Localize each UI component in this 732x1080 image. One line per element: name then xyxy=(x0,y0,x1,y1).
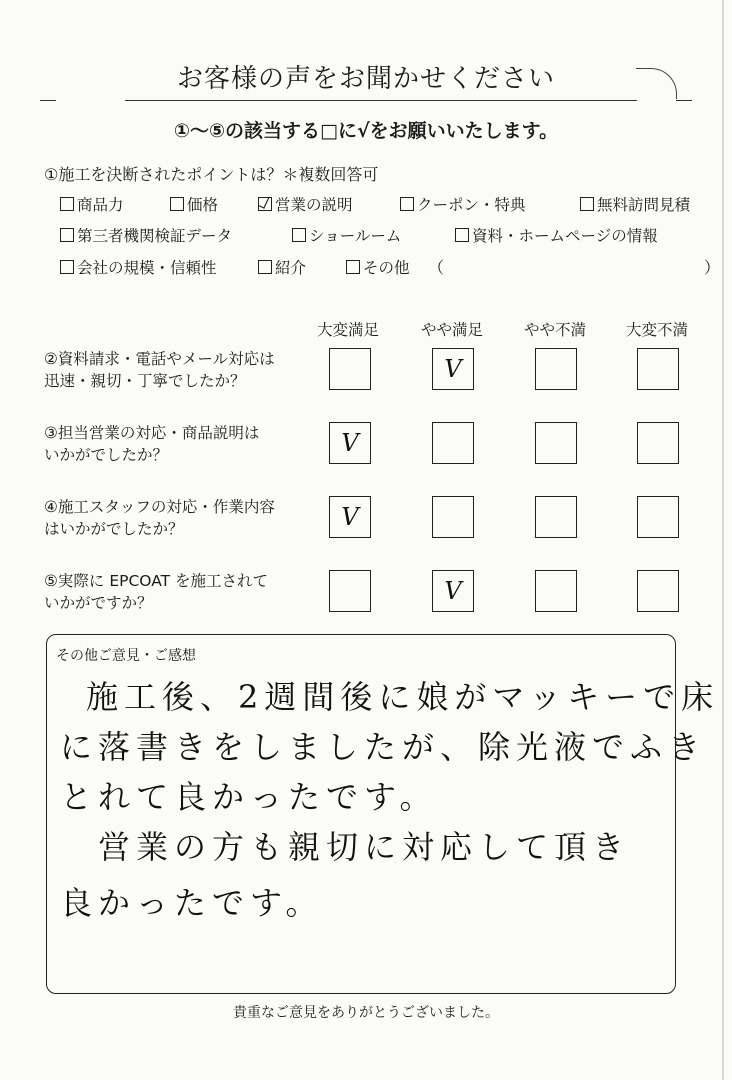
rating-checkbox[interactable] xyxy=(637,496,679,538)
checkbox[interactable] xyxy=(60,260,74,274)
check-mark: V xyxy=(341,503,359,531)
rating-checkbox[interactable] xyxy=(432,496,474,538)
rating-checkbox[interactable] xyxy=(329,496,371,538)
option-materials-website[interactable]: 資料・ホームページの情報 xyxy=(455,224,658,246)
instruction-text: ①〜⑤の該当する□に√をお願いいたします。 xyxy=(173,120,559,142)
rating-checkbox[interactable] xyxy=(535,348,577,390)
checkbox[interactable] xyxy=(455,228,469,242)
question-5-text: ⑤実際に EPCOAT を施工されて いかがですか？ xyxy=(44,572,269,612)
rating-checkbox[interactable] xyxy=(637,422,679,464)
comment-line-5: 良かったです。 xyxy=(60,884,324,922)
option-coupon[interactable]: クーポン・特典 xyxy=(400,193,526,215)
comment-line-2: に落書きをしましたが、除光液でふき xyxy=(60,728,707,766)
option-third-party-data[interactable]: 第三者機関検証データ xyxy=(60,224,232,246)
title-right-dash xyxy=(676,100,692,101)
title-left-dash xyxy=(40,100,56,101)
rating-checkbox[interactable] xyxy=(329,422,371,464)
header-very-satisfied: 大変満足 xyxy=(316,321,379,339)
question-4-text: ④施工スタッフの対応・作業内容 はいかがでしたか？ xyxy=(44,498,275,538)
option-company-scale[interactable]: 会社の規模・信頼性 xyxy=(60,256,217,278)
checkbox[interactable] xyxy=(400,197,414,211)
rating-checkbox[interactable] xyxy=(535,496,577,538)
option-free-estimate[interactable]: 無料訪問見積 xyxy=(580,193,690,215)
check-mark: V xyxy=(444,577,462,605)
option-product[interactable]: 商品力 xyxy=(60,193,124,215)
paper-edge xyxy=(722,0,724,1080)
rating-checkbox[interactable] xyxy=(329,570,371,612)
rating-checkbox[interactable] xyxy=(432,422,474,464)
question-3-text: ③担当営業の対応・商品説明は いかがでしたか？ xyxy=(44,424,260,464)
checkbox[interactable] xyxy=(580,197,594,211)
rating-checkbox[interactable] xyxy=(432,348,474,390)
question-2-text: ②資料請求・電話やメール対応は 迅速・親切・丁寧でしたか？ xyxy=(44,350,275,390)
checkbox[interactable] xyxy=(258,260,272,274)
rating-checkbox[interactable] xyxy=(637,570,679,612)
option-sales-explanation[interactable]: 営業の説明 xyxy=(258,193,353,215)
survey-title: お客様の声をお聞かせください xyxy=(176,64,555,94)
header-very-dissatisfied: 大変不満 xyxy=(625,321,688,339)
rating-checkbox[interactable] xyxy=(535,422,577,464)
comments-label: その他ご意見・ご感想 xyxy=(56,648,196,664)
comment-line-1: 施工後、2週間後に娘がマッキーで床 xyxy=(86,678,720,716)
option-other[interactable]: その他 xyxy=(346,256,410,278)
check-mark: V xyxy=(341,429,359,457)
checkbox[interactable] xyxy=(60,228,74,242)
option-referral[interactable]: 紹介 xyxy=(258,256,306,278)
rating-checkbox[interactable] xyxy=(637,348,679,390)
option-showroom[interactable]: ショールーム xyxy=(292,224,401,246)
question-1-label: ①施工を決断されたポイントは？＊複数回答可 xyxy=(44,165,379,184)
other-paren-close: ） xyxy=(704,258,721,277)
header-somewhat-satisfied: やや満足 xyxy=(420,321,483,339)
checkbox[interactable] xyxy=(60,197,74,211)
checkbox[interactable] xyxy=(170,197,184,211)
rating-checkbox[interactable] xyxy=(535,570,577,612)
option-price[interactable]: 価格 xyxy=(170,193,218,215)
comment-line-3: とれて良かったです。 xyxy=(60,778,438,816)
other-paren-open: （ xyxy=(428,258,445,277)
header-somewhat-dissatisfied: やや不満 xyxy=(523,321,586,339)
title-underline xyxy=(125,100,637,101)
comment-line-4: 営業の方も親切に対応して頂き xyxy=(98,828,631,866)
rating-checkbox[interactable] xyxy=(329,348,371,390)
checkbox[interactable] xyxy=(292,228,306,242)
checkbox-checked[interactable] xyxy=(258,197,272,211)
checkbox[interactable] xyxy=(346,260,360,274)
check-mark: V xyxy=(444,355,462,383)
footer-thanks: 貴重なご意見をありがとうございました。 xyxy=(233,1005,499,1021)
rating-checkbox[interactable] xyxy=(432,570,474,612)
